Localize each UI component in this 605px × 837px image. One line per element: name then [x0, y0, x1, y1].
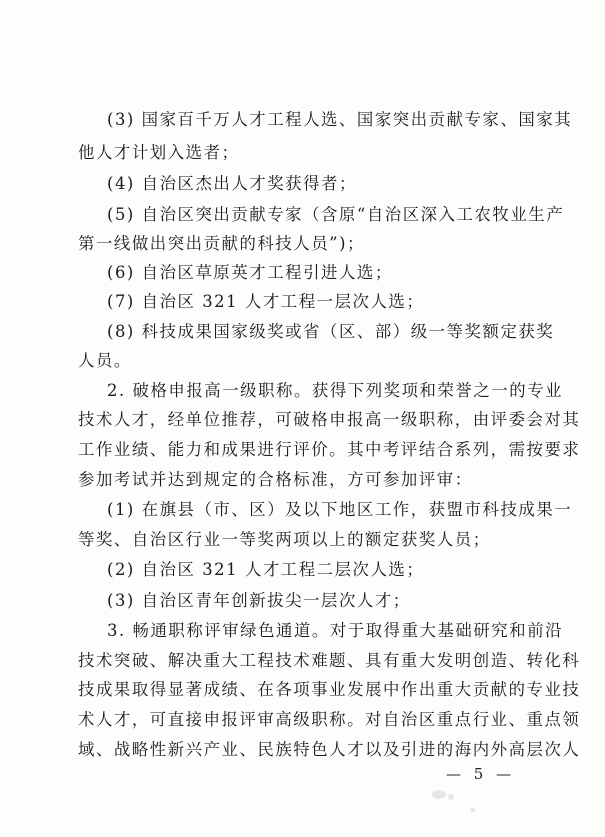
- text-line: (3) 国家百千万人才工程人选、国家突出贡献专家、国家其: [107, 110, 573, 129]
- text-line: 域、战略性新兴产业、民族特色人才以及引进的海内外高层次人: [78, 740, 581, 759]
- text-line: 技术突破、解决重大工程技术难题、具有重大发明创造、转化科: [78, 651, 581, 670]
- text-line: 参加考试并达到规定的合格标准，方可参加评审：: [78, 470, 473, 489]
- text-line: (3) 自治区青年创新拔尖一层次人才；: [107, 591, 411, 610]
- text-line: 等奖、自治区行业一等奖两项以上的额定获奖人员；: [78, 530, 491, 549]
- text-line: (2) 自治区 321 人才工程二层次人选；: [107, 560, 425, 579]
- text-line: 技成果取得显著成绩、在各项事业发展中作出重大贡献的专业技: [78, 680, 581, 699]
- text-line: (6) 自治区草原英才工程引进人选；: [107, 263, 393, 282]
- text-line: 工作业绩、能力和成果进行评价。其中考评结合系列，需按要求: [78, 440, 581, 459]
- text-line: (7) 自治区 321 人才工程一层次人选；: [107, 292, 425, 311]
- text-line: 技术人才，经单位推荐，可破格申报高一级职称，由评委会对其: [78, 410, 581, 429]
- text-line: (1) 在旗县（市、区）及以下地区工作，获盟市科技成果一: [107, 500, 573, 519]
- text-line: 人员。: [78, 351, 132, 370]
- page-number: — 5 —: [446, 765, 516, 783]
- text-line: 3. 畅通职称评审绿色通道。对于取得重大基础研究和前沿: [107, 621, 564, 640]
- text-line: (4) 自治区杰出人才奖获得者；: [107, 174, 357, 193]
- text-line: 第一线做出突出贡献的科技人员”)；: [78, 234, 365, 253]
- text-line: 他人才计划入选者；: [78, 143, 240, 162]
- text-line: (8) 科技成果国家级奖或省（区、部）级一等奖额定获奖: [107, 322, 555, 341]
- text-line: 术人才，可直接申报评审高级职称。对自治区重点行业、重点领: [78, 710, 581, 729]
- text-line: 2. 破格申报高一级职称。获得下列奖项和荣誉之一的专业: [107, 381, 564, 400]
- scan-speck: [448, 794, 454, 800]
- text-line: (5) 自治区突出贡献专家（含原“自治区深入工农牧业生产: [107, 205, 565, 224]
- scan-speck: [432, 790, 446, 799]
- scan-speck: [470, 808, 475, 812]
